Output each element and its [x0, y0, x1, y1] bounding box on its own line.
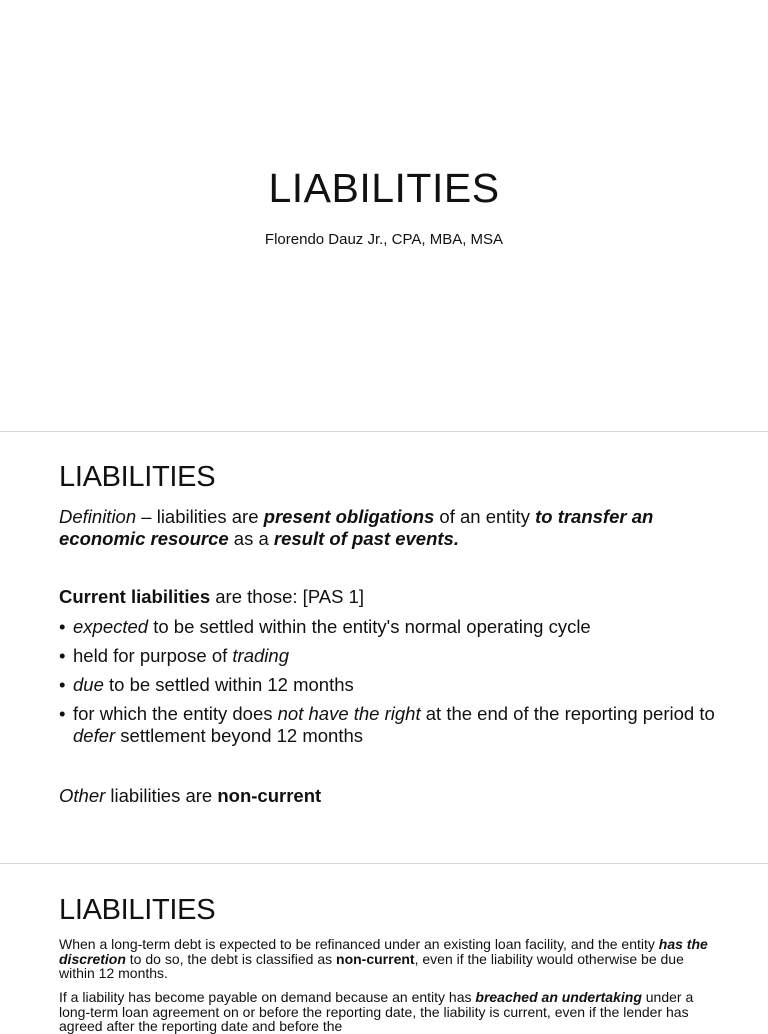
bold-term: non-current — [336, 950, 415, 967]
list-item — [59, 703, 739, 747]
text-run: liabilities are — [105, 785, 218, 806]
italic-term: due — [73, 674, 104, 695]
text-run: under a long-term loan agreement on or before the reporting date, the liability is current, even if the lender has agreed after the reporting date and before the — [59, 989, 694, 1034]
breach-paragraph — [59, 990, 709, 1034]
italic-term: expected — [73, 616, 149, 637]
text-run: settlement beyond 12 months — [115, 725, 364, 746]
text-run: held for purpose of — [73, 645, 233, 666]
text-run: , even if the liability would otherwise be due within 12 months. — [59, 950, 684, 981]
italic-term: defer — [73, 725, 116, 746]
emphasis-text: present obligations — [263, 506, 435, 527]
definition-paragraph — [59, 506, 729, 550]
criteria-list — [59, 616, 739, 754]
emphasis-text: breached an undertaking — [475, 989, 642, 1005]
text-run: for which the entity does — [73, 703, 278, 724]
emphasis-text: has the discretion — [59, 936, 708, 967]
slide-subtitle: Florendo Dauz Jr., CPA, MBA, MSA — [264, 231, 504, 248]
italic-term: trading — [232, 645, 289, 666]
slide-heading: LIABILITIES — [59, 894, 216, 926]
italic-term: not have the right — [277, 703, 421, 724]
non-current-note — [59, 785, 729, 807]
text-run: as a — [228, 528, 274, 549]
text-run: of an entity — [434, 506, 536, 527]
text-run: – liabilities are — [136, 506, 264, 527]
text-run: are those: [PAS 1] — [210, 586, 365, 607]
definition-label: Definition — [59, 506, 137, 527]
definition-slide — [0, 432, 768, 862]
text-run: When a long-term debt is expected to be refinanced under an existing loan facility, and the entity — [59, 936, 659, 952]
bold-term: non-current — [217, 785, 322, 806]
current-liabilities-intro — [59, 586, 729, 608]
text-run: If a liability has become payable on demand because an entity has — [59, 989, 476, 1005]
list-item — [59, 616, 739, 638]
slide-heading: LIABILITIES — [59, 461, 216, 493]
text-run: to do so, the debt is classified as — [125, 950, 337, 967]
refinancing-paragraph — [59, 937, 709, 981]
slide-title: LIABILITIES — [268, 165, 500, 211]
text-run: at the end of the reporting period to — [420, 703, 715, 724]
emphasis-text: to transfer an economic resource — [59, 506, 654, 549]
emphasis-text: result of past events. — [273, 528, 459, 549]
refinancing-slide — [0, 864, 768, 1034]
list-item — [59, 674, 739, 696]
title-slide — [0, 0, 768, 430]
list-item — [59, 645, 739, 667]
italic-term: Other — [59, 785, 106, 806]
bold-term: Current liabilities — [59, 586, 211, 607]
text-run: to be settled within 12 months — [103, 674, 354, 695]
text-run: to be settled within the entity's normal operating cycle — [148, 616, 591, 637]
